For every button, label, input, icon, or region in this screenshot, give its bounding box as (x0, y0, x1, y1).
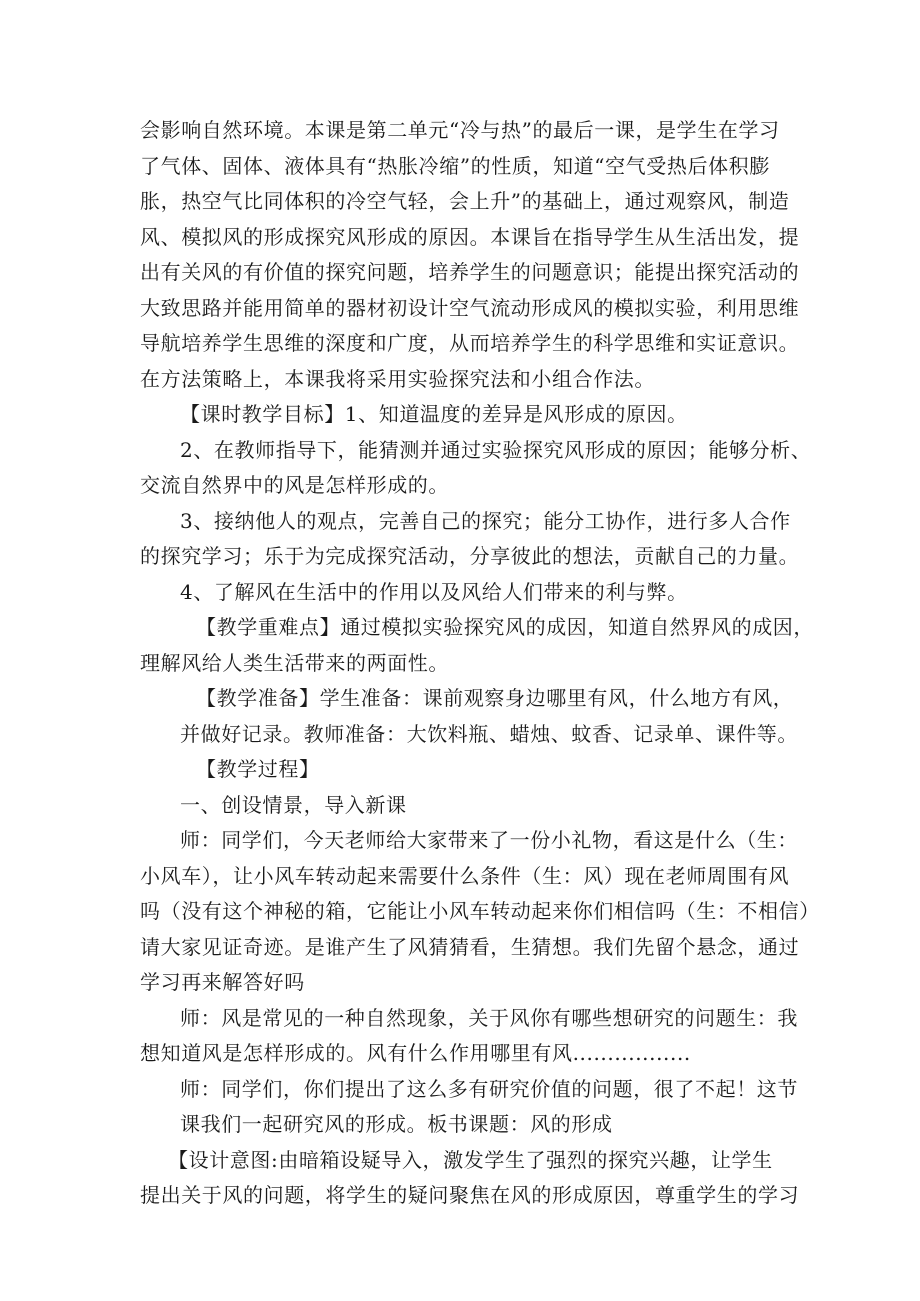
paragraph-line: 并做好记录。教师准备：大饮料瓶、蜡烛、蚊香、记录单、课件等。 (180, 722, 798, 746)
paragraph-line: 师：风是常见的一种自然现象，关于风你有哪些想研究的问题生：我 (180, 1006, 798, 1030)
paragraph-line: 会影响自然环境。本课是第二单元“冷与热”的最后一课，是学生在学习 (140, 118, 780, 142)
paragraph-line: 导航培养学生思维的深度和广度，从而培养学生的科学思维和实证意识。 (140, 331, 800, 355)
section-heading-key-points: 【教学重难点】通过模拟实验探究风的成因，知道自然界风的成因， (196, 615, 814, 639)
paragraph-line: 师：同学们，你们提出了这么多有研究价值的问题，很了不起！这节 (180, 1077, 798, 1101)
paragraph-line: 风、模拟风的形成探究风形成的原因。本课旨在指导学生从生活出发，提 (140, 225, 800, 249)
paragraph-line: 小风车），让小风车转动起来需要什么条件（生：风）现在老师周围有风 (140, 864, 790, 888)
section-heading-process: 【教学过程】 (196, 757, 320, 781)
section-heading-objectives: 【课时教学目标】1、知道温度的差异是风形成的原因。 (180, 402, 688, 426)
paragraph-line: 理解风给人类生活带来的两面性。 (140, 651, 449, 675)
paragraph-line: 学习再来解答好吗 (140, 970, 305, 994)
paragraph-line: 请大家见证奇迹。是谁产生了风猜猜看，生猜想。我们先留个悬念，通过 (140, 935, 800, 959)
paragraph-line: 大致思路并能用简单的器材初设计空气流动形成风的模拟实验，利用思维 (140, 296, 800, 320)
paragraph-line: 4、了解风在生活中的作用以及风给人们带来的利与弊。 (180, 580, 688, 604)
paragraph-line: 课我们一起研究风的形成。板书课题：风的形成 (180, 1112, 613, 1136)
subsection-heading: 一、创设情景，导入新课 (180, 793, 407, 817)
paragraph-line: 想知道风是怎样形成的。风有什么作用哪里有风................. (140, 1041, 691, 1065)
paragraph-line: 交流自然界中的风是怎样形成的。 (140, 473, 449, 497)
design-intent-heading: 【设计意图:由暗箱设疑导入，激发学生了强烈的探究兴趣，让学生 (168, 1148, 773, 1172)
paragraph-line: 3、接纳他人的观点，完善自己的探究；能分工协作，进行多人合作 (180, 509, 791, 533)
paragraph-line: 出有关风的有价值的探究问题，培养学生的问题意识；能提出探究活动的 (140, 260, 800, 284)
paragraph-line: 胀，热空气比同体积的冷空气轻，会上升”的基础上，通过观察风，制造 (140, 189, 790, 213)
paragraph-line: 在方法策略上，本课我将采用实验探究法和小组合作法。 (140, 367, 655, 391)
paragraph-line: 师：同学们，今天老师给大家带来了一份小礼物，看这是什么（生： (180, 828, 798, 852)
paragraph-line: 了气体、固体、液体具有“热胀冷缩”的性质，知道“空气受热后体积膨 (140, 154, 770, 178)
paragraph-line: 的探究学习；乐于为完成探究活动，分享彼此的想法，贡献自己的力量。 (140, 544, 800, 568)
paragraph-line: 吗（没有这个神秘的箱，它能让小风车转动起来你们相信吗（生：不相信） (140, 899, 820, 923)
section-heading-preparation: 【教学准备】学生准备：课前观察身边哪里有风，什么地方有风， (196, 686, 794, 710)
paragraph-line: 2、在教师指导下，能猜测并通过实验探究风形成的原因；能够分析、 (180, 438, 812, 462)
paragraph-line: 提出关于风的问题，将学生的疑问聚焦在风的形成原因，尊重学生的学习 (140, 1183, 800, 1207)
